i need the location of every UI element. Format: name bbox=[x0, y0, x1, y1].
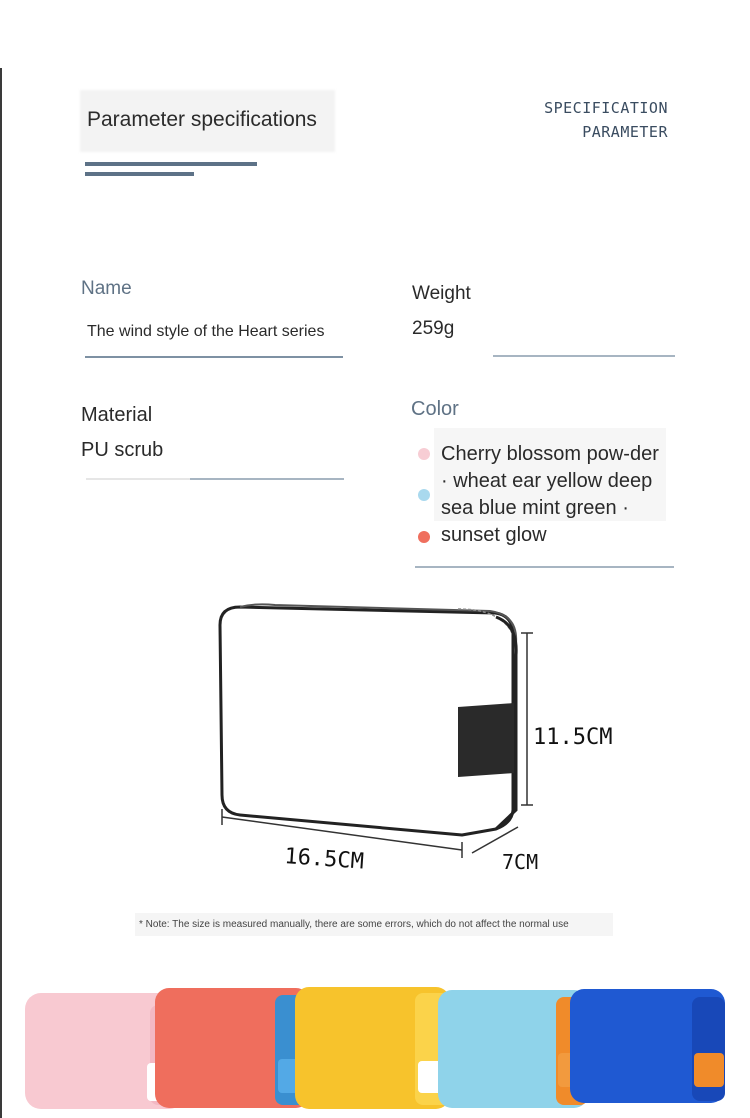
material-divider bbox=[190, 478, 344, 480]
name-label: Name bbox=[81, 278, 132, 299]
length-dimension: 16.5CM bbox=[283, 844, 365, 875]
color-dot-orange bbox=[418, 531, 430, 543]
name-divider bbox=[85, 356, 343, 358]
color-label: Color bbox=[411, 398, 459, 420]
product-color-lineup bbox=[0, 975, 750, 1118]
left-border-line bbox=[0, 68, 2, 1118]
page-title: Parameter specifications bbox=[87, 108, 317, 131]
weight-value: 259g bbox=[412, 318, 455, 339]
spec-heading-line1: SPECIFICATION bbox=[544, 99, 668, 117]
color-value: Cherry blossom pow-der · wheat ear yellow deep sea blue mint green · sunset glow bbox=[441, 443, 659, 546]
spec-heading-en bbox=[544, 96, 668, 144]
spec-heading-line2: PARAMETER bbox=[582, 123, 668, 141]
material-divider-faint bbox=[86, 478, 190, 480]
bag-side-strap bbox=[458, 703, 514, 777]
title-underline-short bbox=[85, 172, 194, 176]
size-diagram bbox=[200, 595, 640, 885]
name-value: The wind style of the Heart series bbox=[87, 323, 325, 340]
product-bag-light-blue bbox=[438, 990, 588, 1108]
material-label: Material bbox=[81, 404, 153, 426]
depth-dimension: 7CM bbox=[502, 850, 539, 874]
weight-label: Weight bbox=[412, 283, 471, 304]
weight-divider bbox=[493, 355, 675, 357]
color-dot-blue bbox=[418, 489, 430, 501]
height-dimension: 11.5CM bbox=[533, 725, 613, 750]
title-underline-long bbox=[85, 162, 257, 166]
product-bag-coral bbox=[155, 988, 310, 1108]
size-note: * Note: The size is measured manually, there are some errors, which do not affect the normal use bbox=[139, 919, 569, 930]
color-divider bbox=[415, 566, 674, 568]
product-bag-yellow bbox=[295, 987, 450, 1109]
product-bag-blue bbox=[570, 989, 725, 1103]
color-dot-pink bbox=[418, 448, 430, 460]
material-value: PU scrub bbox=[81, 439, 164, 461]
